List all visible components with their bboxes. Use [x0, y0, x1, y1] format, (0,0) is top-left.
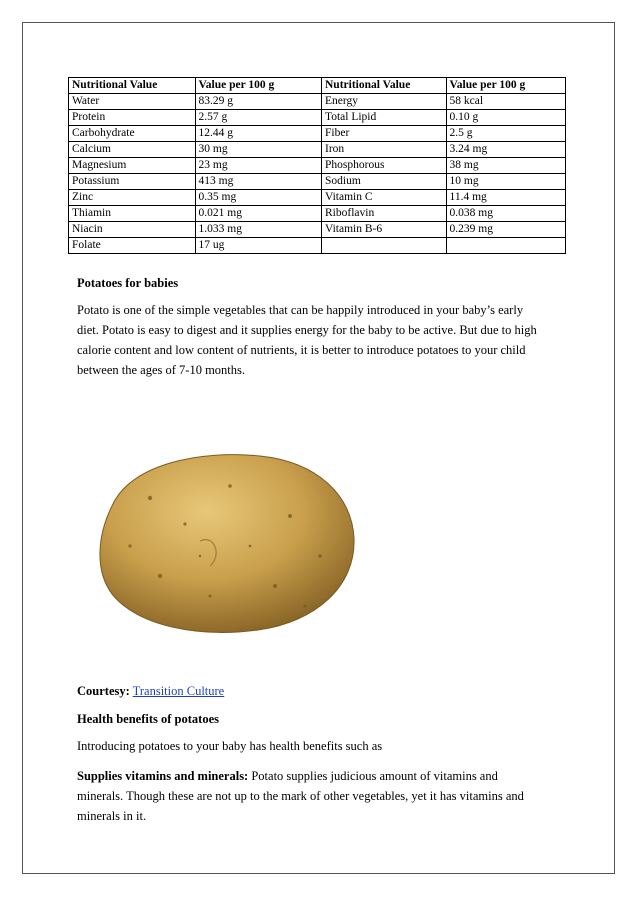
table-cell: 3.24 mg — [446, 142, 566, 158]
table-cell: 2.5 g — [446, 126, 566, 142]
table-cell: Riboflavin — [322, 206, 447, 222]
table-cell: Folate — [69, 238, 196, 254]
table-cell — [446, 238, 566, 254]
table-header-row — [69, 78, 566, 94]
table-header-cell: Nutritional Value — [322, 78, 447, 94]
table-cell: 38 mg — [446, 158, 566, 174]
table-cell: 0.021 mg — [195, 206, 322, 222]
table-cell: Fiber — [322, 126, 447, 142]
courtesy-line — [77, 684, 224, 699]
table-cell: 0.35 mg — [195, 190, 322, 206]
section-heading-babies: Potatoes for babies — [77, 276, 179, 290]
courtesy-link[interactable]: Transition Culture — [132, 684, 225, 698]
table-cell: 1.033 mg — [195, 222, 322, 238]
table-cell: Vitamin C — [322, 190, 447, 206]
potato-photo — [90, 446, 362, 638]
table-row — [69, 190, 566, 206]
table-cell: 23 mg — [195, 158, 322, 174]
table-cell: 58 kcal — [446, 94, 566, 110]
table-cell: Carbohydrate — [69, 126, 196, 142]
table-row — [69, 158, 566, 174]
table-cell: 30 mg — [195, 142, 322, 158]
table-row — [69, 94, 566, 110]
table-cell: Total Lipid — [322, 110, 447, 126]
table-cell: Niacin — [69, 222, 196, 238]
table-row — [69, 174, 566, 190]
paragraph-babies: Potato is one of the simple vegetables that can be happily introduced in your baby’s early diet. Potato is easy to digest and it supplies energy for the baby to be active. But due to high calorie content and low content of nutrients, it is better to introduce potatoes to your child between the ages of 7-10 months. — [77, 303, 537, 377]
table-cell: Protein — [69, 110, 196, 126]
courtesy-label: Courtesy: — [77, 684, 130, 698]
table-cell: Vitamin B-6 — [322, 222, 447, 238]
table-cell: 2.57 g — [195, 110, 322, 126]
paragraph-benefits-intro: Introducing potatoes to your baby has health benefits such as — [77, 739, 383, 753]
table-header-cell: Value per 100 g — [195, 78, 322, 94]
table-cell — [322, 238, 447, 254]
benefit-item-text: Potato supplies judicious amount of vitamins and minerals. Though these are not up to the mark of other vegetables, yet it has vitamins and minerals in it. — [77, 769, 524, 823]
table-row — [69, 126, 566, 142]
table-cell: Potassium — [69, 174, 196, 190]
benefit-item — [77, 766, 547, 826]
table-cell: Iron — [322, 142, 447, 158]
table-row — [69, 142, 566, 158]
table-row — [69, 206, 566, 222]
table-cell: Calcium — [69, 142, 196, 158]
section-heading-benefits: Health benefits of potatoes — [77, 712, 219, 726]
table-cell: Water — [69, 94, 196, 110]
table-header-cell: Nutritional Value — [69, 78, 196, 94]
table-cell: 11.4 mg — [446, 190, 566, 206]
table-cell: Magnesium — [69, 158, 196, 174]
table-cell: Phosphorous — [322, 158, 447, 174]
table-cell: Energy — [322, 94, 447, 110]
nutrition-table — [68, 77, 566, 254]
table-cell: 413 mg — [195, 174, 322, 190]
table-cell: Thiamin — [69, 206, 196, 222]
table-cell: 10 mg — [446, 174, 566, 190]
table-row — [69, 222, 566, 238]
table-cell: 17 ug — [195, 238, 322, 254]
table-cell: Sodium — [322, 174, 447, 190]
table-cell: 12.44 g — [195, 126, 322, 142]
table-header-cell: Value per 100 g — [446, 78, 566, 94]
table-cell: 83.29 g — [195, 94, 322, 110]
benefit-item-label: Supplies vitamins and minerals: — [77, 769, 249, 783]
table-row — [69, 238, 566, 254]
table-row — [69, 110, 566, 126]
table-cell: Zinc — [69, 190, 196, 206]
table-cell: 0.038 mg — [446, 206, 566, 222]
table-cell: 0.10 g — [446, 110, 566, 126]
table-cell: 0.239 mg — [446, 222, 566, 238]
